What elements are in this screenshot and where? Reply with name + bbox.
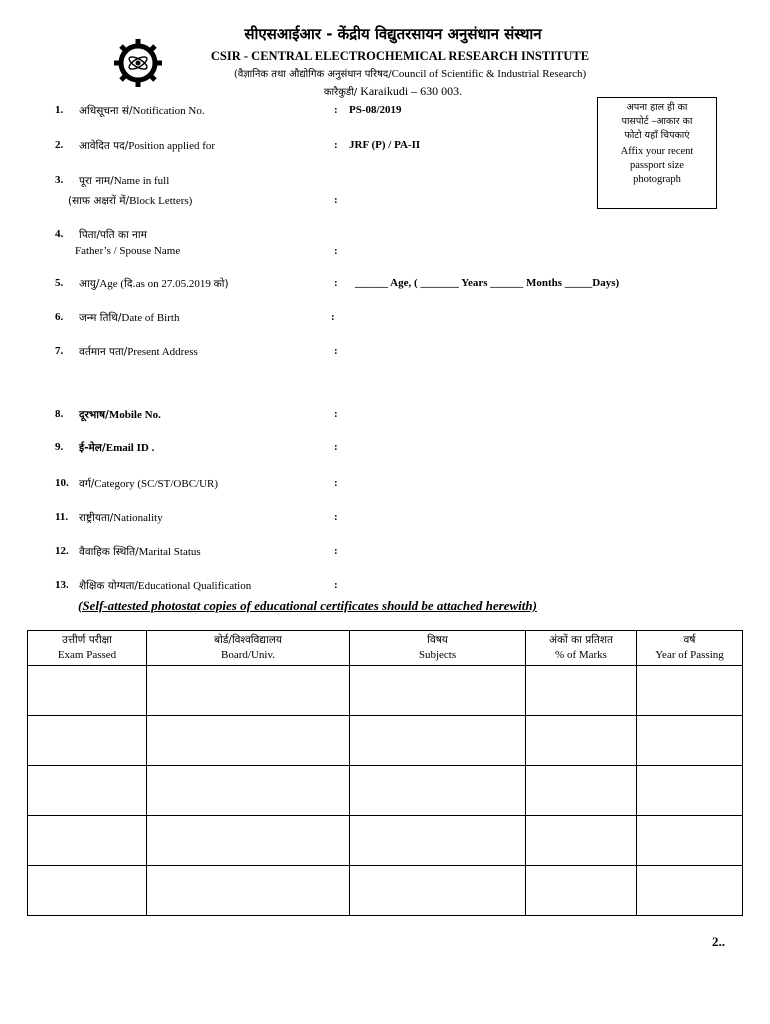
field-colon: :: [334, 441, 338, 453]
table-header-row: [28, 631, 743, 666]
subtitle-hindi: (वैज्ञानिक तथा औद्योगिक अनुसंधान परिषद/: [233, 69, 392, 80]
field-label: [79, 345, 198, 359]
field-number: 9.: [55, 441, 64, 453]
table-cell[interactable]: [526, 666, 637, 716]
field-date-of-birth[interactable]: [0, 311, 770, 329]
field-colon: :: [334, 245, 338, 257]
table-cell[interactable]: [147, 766, 350, 816]
label-hindi: वर्तमान पता/: [79, 346, 128, 358]
page-number: 2..: [712, 934, 725, 949]
field-email[interactable]: [0, 441, 770, 459]
table-row: [28, 766, 743, 816]
table-cell[interactable]: [526, 816, 637, 866]
notification-no-value: PS-08/2019: [349, 104, 402, 116]
label-hindi: पिता/पति का नाम: [79, 229, 147, 241]
table-cell[interactable]: [147, 816, 350, 866]
table-cell[interactable]: [28, 816, 147, 866]
column-header-subjects: [350, 631, 526, 666]
table-cell[interactable]: [637, 816, 743, 866]
label-english: as on 27.05.2019: [135, 278, 214, 290]
field-number: 5.: [55, 277, 64, 289]
table-cell[interactable]: [637, 766, 743, 816]
field-label: [79, 139, 215, 153]
field-number: 12.: [55, 545, 69, 557]
city-english: Karaikudi – 630 003.: [357, 84, 463, 98]
field-label-english: Father’s / Spouse Name: [75, 245, 181, 257]
photo-en-line1: Affix your recent: [620, 146, 694, 157]
label-english: Mobile No.: [108, 409, 161, 421]
field-age[interactable]: [0, 277, 770, 295]
label-hindi: (साफ अक्षरों में/: [68, 195, 130, 207]
label-english: Category (SC/ST/OBC/UR): [94, 478, 219, 490]
table-row: [28, 816, 743, 866]
field-mobile-no[interactable]: [0, 408, 770, 426]
header-english: Exam Passed: [57, 649, 117, 661]
field-label: [79, 174, 169, 188]
city-hindi: कारैकुडी/: [323, 87, 358, 98]
label-hindi: दूरभाष/: [79, 409, 109, 421]
photo-hi-line2: पासपोर्ट –आकार का: [621, 116, 693, 127]
label-hindi: वैवाहिक स्थिति/: [79, 546, 139, 558]
field-colon: :: [334, 139, 338, 151]
table-cell[interactable]: [28, 766, 147, 816]
header-hindi: विषय: [427, 634, 448, 646]
table-cell[interactable]: [28, 666, 147, 716]
label-english: Date of Birth: [121, 312, 180, 324]
label-hindi: पूरा नाम/: [79, 175, 114, 187]
column-header-board: [147, 631, 350, 666]
field-marital-status[interactable]: [0, 545, 770, 563]
label-hindi: ई-मेल/: [79, 442, 106, 454]
table-cell[interactable]: [637, 666, 743, 716]
field-number: 2.: [55, 139, 64, 151]
column-header-exam: [28, 631, 147, 666]
field-present-address[interactable]: [0, 345, 770, 363]
label-hindi: राष्ट्रीयता/: [79, 512, 114, 524]
field-label: [79, 579, 251, 593]
field-notification-no: [0, 104, 770, 122]
table-cell[interactable]: [28, 716, 147, 766]
table-cell[interactable]: [350, 866, 526, 916]
table-row: [28, 866, 743, 916]
field-number: 13.: [55, 579, 69, 591]
field-father-spouse-name[interactable]: [0, 228, 770, 246]
header-hindi: वर्ष: [683, 634, 696, 646]
label-english: Present Address: [127, 346, 198, 358]
field-number: 10.: [55, 477, 69, 489]
label-hindi: अधिसूचना सं/: [79, 105, 133, 117]
field-colon: :: [334, 104, 338, 116]
field-label: [79, 311, 179, 325]
field-number: 11.: [55, 511, 69, 523]
table-cell[interactable]: [147, 716, 350, 766]
field-number: 8.: [55, 408, 64, 420]
table-cell[interactable]: [28, 866, 147, 916]
label-english: Notification No.: [132, 105, 205, 117]
field-colon: :: [331, 311, 335, 323]
field-colon: :: [334, 194, 338, 206]
column-header-marks: [526, 631, 637, 666]
table-cell[interactable]: [147, 666, 350, 716]
field-educational-qualification: [0, 579, 770, 597]
header-english: Subjects: [418, 649, 457, 661]
label-hindi: जन्म तिथि/: [79, 312, 122, 324]
label-hindi: वर्ग/: [79, 478, 95, 490]
photo-hi-line3: फोटो यहाँ चिपकाएं: [624, 130, 690, 141]
field-father-spouse-name-en[interactable]: [0, 245, 770, 263]
label-hindi: दि.: [124, 278, 136, 290]
field-number: 1.: [55, 104, 64, 116]
header-english: % of Marks: [555, 649, 607, 661]
label-english: Marital Status: [138, 546, 201, 558]
table-cell[interactable]: [526, 866, 637, 916]
label-hindi: को): [213, 278, 229, 290]
field-number: 4.: [55, 228, 64, 240]
field-label: [79, 441, 154, 455]
header-hindi: उत्तीर्ण परीक्षा: [62, 634, 112, 646]
table-row: [28, 666, 743, 716]
table-cell[interactable]: [350, 766, 526, 816]
header-title-english: CSIR - CENTRAL ELECTROCHEMICAL RESEARCH INSTITUTE: [210, 49, 590, 63]
field-label: [79, 477, 218, 491]
table-cell[interactable]: [526, 716, 637, 766]
attachment-note: (Self-attested photostat copies of educational certificates should be attached herewith): [78, 598, 537, 613]
label-english: Email ID .: [105, 442, 155, 454]
table-cell[interactable]: [350, 666, 526, 716]
table-row: [28, 716, 743, 766]
field-number: 6.: [55, 311, 64, 323]
field-label: [79, 545, 201, 559]
field-label: [79, 104, 205, 118]
label-english: Educational Qualification: [137, 580, 252, 592]
header-english: Year of Passing: [655, 649, 724, 661]
label-hindi: आवेदित पद/: [79, 140, 129, 152]
label-english: Position applied for: [128, 140, 216, 152]
field-colon: :: [334, 345, 338, 357]
table-cell[interactable]: [637, 866, 743, 916]
subtitle-english: Council of Scientific & Industrial Research): [391, 68, 587, 80]
table-cell[interactable]: [637, 716, 743, 766]
header-hindi: अंकों का प्रतिशत: [548, 634, 614, 646]
table-cell[interactable]: [350, 716, 526, 766]
position-applied-value: JRF (P) / PA-II: [349, 139, 421, 151]
header-english: Board/Univ.: [221, 649, 275, 661]
header-title-hindi: सीएसआईआर - केंद्रीय विद्युतरसायन अनुसंधान संस्थान: [244, 25, 542, 43]
column-header-year: [637, 631, 743, 666]
table-cell[interactable]: [350, 816, 526, 866]
label-english: Nationality: [113, 512, 163, 524]
table-cell[interactable]: [526, 766, 637, 816]
label-hindi: आयु/: [79, 278, 100, 290]
field-label: [79, 228, 147, 242]
field-name-block-letters[interactable]: [0, 194, 770, 212]
field-colon: :: [334, 579, 338, 591]
label-english: Name in full: [113, 175, 170, 187]
age-blanks: ______ Age, ( _______ Years ______ Months _____Days): [355, 277, 620, 289]
field-colon: :: [334, 277, 338, 289]
education-table: [27, 630, 743, 916]
field-category[interactable]: [0, 477, 770, 495]
field-nationality[interactable]: [0, 511, 770, 529]
field-name-in-full[interactable]: [0, 174, 770, 192]
header-hindi: बोर्ड/विश्वविद्यालय: [214, 634, 282, 646]
field-position-applied: [0, 139, 770, 157]
label-hindi: शैक्षिक योग्यता/: [79, 580, 138, 592]
field-colon: :: [334, 477, 338, 489]
field-colon: :: [334, 511, 338, 523]
photo-hi-line1: अपना हाल ही का: [626, 102, 688, 113]
photo-en-line2: passport size: [630, 160, 684, 171]
label-english: Block Letters): [129, 195, 193, 207]
field-number: 3.: [55, 174, 64, 186]
table-cell[interactable]: [147, 866, 350, 916]
field-label-secondary: [68, 194, 192, 208]
field-colon: :: [334, 545, 338, 557]
header-subtitle: [25, 66, 770, 80]
photo-en-line3: photograph: [633, 174, 681, 185]
field-label: [79, 408, 161, 422]
label-english: Age (: [99, 278, 125, 290]
field-label: [79, 511, 163, 525]
field-label: [79, 277, 229, 291]
field-number: 7.: [55, 345, 64, 357]
field-colon: :: [334, 408, 338, 420]
